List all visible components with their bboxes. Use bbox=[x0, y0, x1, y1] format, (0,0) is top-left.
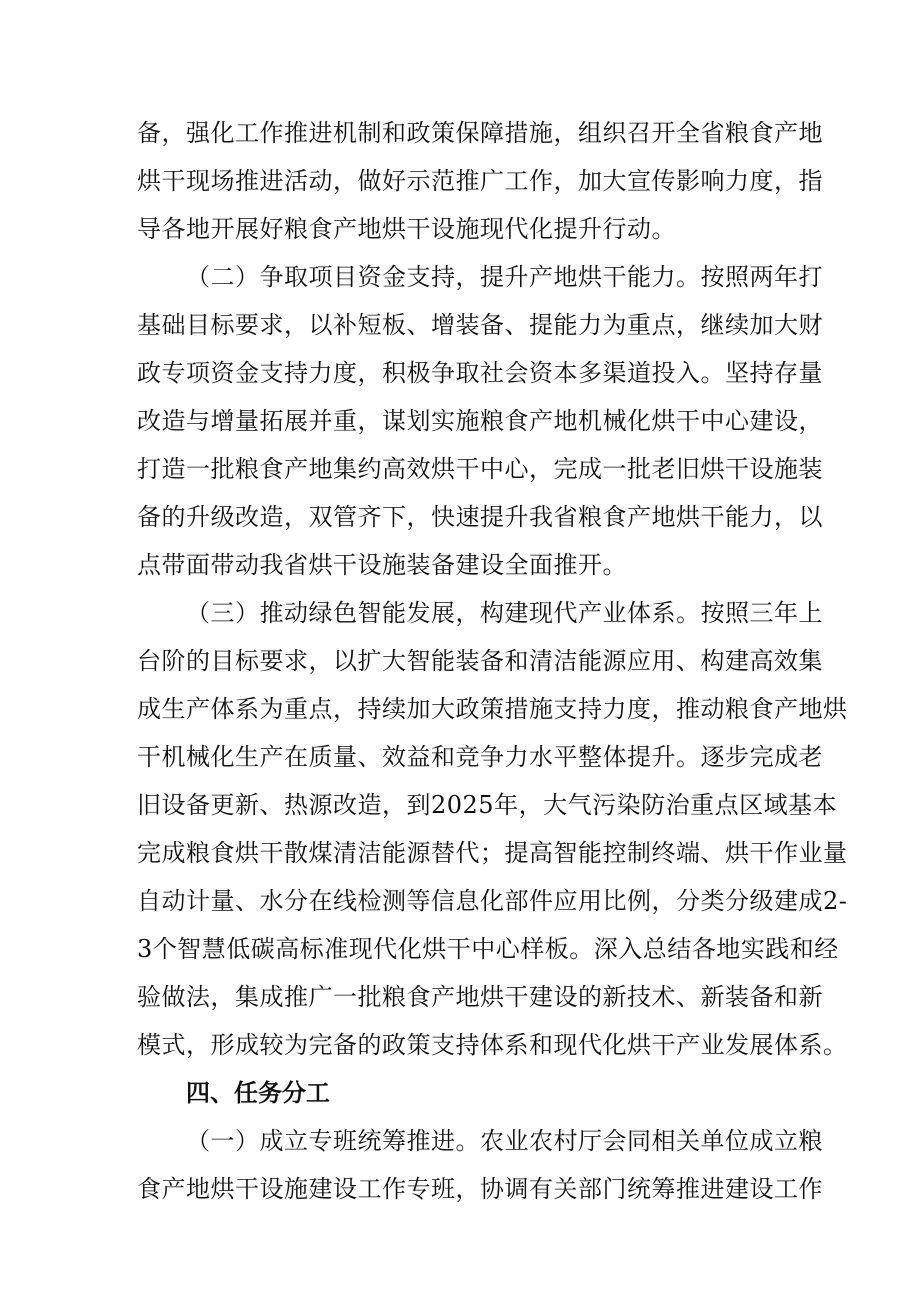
section-heading: 四、任务分工 bbox=[186, 1078, 330, 1107]
text-line: 基础目标要求，以补短板、增装备、提能力为重点，继续加大财 bbox=[137, 311, 823, 339]
text-line: 点带面带动我省烘干设施装备建设全面推开。 bbox=[137, 551, 627, 579]
text-line: 台阶的目标要求，以扩大智能装备和清洁能源应用、构建高效集 bbox=[137, 647, 823, 675]
text-line: 烘干现场推进活动，做好示范推广工作，加大宣传影响力度，指 bbox=[137, 167, 823, 195]
text-line: 政专项资金支持力度，积极争取社会资本多渠道投入。坚持存量 bbox=[137, 359, 823, 387]
text-line: 改造与增量拓展并重，谋划实施粮食产地机械化烘干中心建设， bbox=[137, 407, 823, 435]
text-line: 完成粮食烘干散煤清洁能源替代；提高智能控制终端、烘干作业量 bbox=[137, 839, 848, 867]
text-line: 验做法，集成推广一批粮食产地烘干建设的新技术、新装备和新 bbox=[137, 983, 823, 1011]
text-line: 备的升级改造，双管齐下，快速提升我省粮食产地烘干能力，以 bbox=[137, 503, 823, 531]
text-line: 导各地开展好粮食产地烘干设施现代化提升行动。 bbox=[137, 215, 676, 243]
text-line: 食产地烘干设施建设工作专班，协调有关部门统筹推进建设工作 bbox=[137, 1175, 823, 1203]
text-line: 备，强化工作推进机制和政策保障措施，组织召开全省粮食产地 bbox=[137, 119, 823, 147]
text-line: 干机械化生产在质量、效益和竞争力水平整体提升。逐步完成老 bbox=[137, 743, 823, 771]
text-line: 成生产体系为重点，持续加大政策措施支持力度，推动粮食产地烘 bbox=[137, 695, 848, 723]
text-line: （三）推动绿色智能发展，构建现代产业体系。按照三年上 bbox=[186, 599, 823, 627]
text-line: 旧设备更新、热源改造，到2025年，大气污染防治重点区域基本 bbox=[137, 791, 838, 819]
text-line: （一）成立专班统筹推进。农业农村厅会同相关单位成立粮 bbox=[186, 1127, 823, 1155]
text-line: 模式，形成较为完备的政策支持体系和现代化烘干产业发展体系。 bbox=[137, 1031, 848, 1059]
text-line: 自动计量、水分在线检测等信息化部件应用比例，分类分级建成2- bbox=[137, 887, 848, 915]
text-line: 3个智慧低碳高标准现代化烘干中心样板。深入总结各地实践和经 bbox=[137, 935, 839, 963]
text-line: 打造一批粮食产地集约高效烘干中心，完成一批老旧烘干设施装 bbox=[137, 455, 823, 483]
text-line: （二）争取项目资金支持，提升产地烘干能力。按照两年打 bbox=[186, 263, 823, 291]
